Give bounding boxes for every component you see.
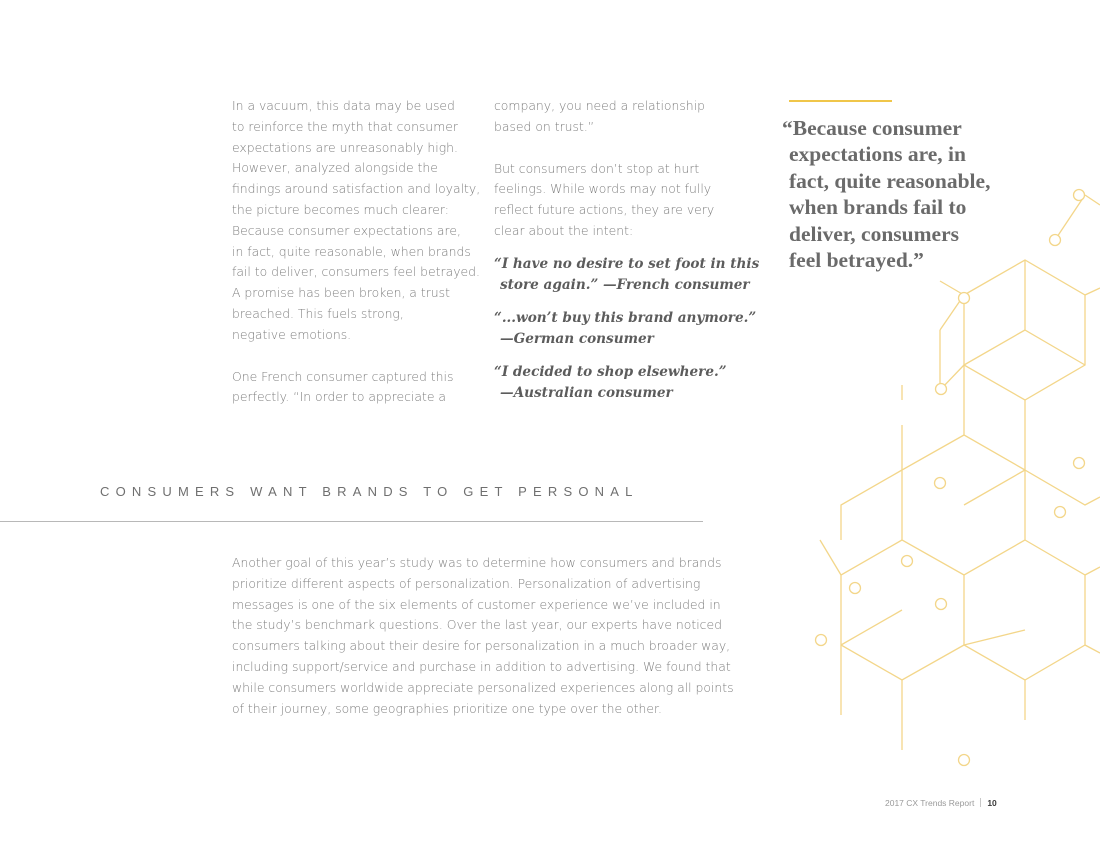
page-footer xyxy=(885,798,997,808)
text-line: prioritize different aspects of personalization. Personalization of advertising xyxy=(232,575,701,591)
footer-separator xyxy=(980,798,981,807)
text-line: the picture becomes much clearer: xyxy=(232,201,449,217)
text-line: In a vacuum, this data may be used xyxy=(232,98,455,113)
text-line: perfectly. “In order to appreciate a xyxy=(232,389,446,405)
quote-line: “...won’t buy this brand anymore.” xyxy=(494,309,757,326)
text-line: of their journey, some geographies prioritize one type over the other. xyxy=(232,700,662,716)
quote-attribution: —German consumer xyxy=(500,330,654,347)
text-line: breached. This fuels strong, xyxy=(232,305,404,321)
text-line: in fact, quite reasonable, when brands xyxy=(232,243,471,259)
text-line: the study’s benchmark questions. Over the last year, our experts have noticed xyxy=(232,617,722,633)
pull-quote-line: expectations are, in xyxy=(789,142,966,167)
text-line: reflect future actions, they are very xyxy=(494,202,715,218)
left-para-1 xyxy=(232,96,482,346)
consumer-quote-german xyxy=(494,308,757,350)
pull-quote-line: “Because consumer xyxy=(782,116,962,140)
quote-attribution: store again.” —French consumer xyxy=(500,276,750,293)
pull-quote-accent-rule xyxy=(789,100,892,102)
text-line: But consumers don’t stop at hurt xyxy=(494,160,700,176)
text-line: while consumers worldwide appreciate personalized experiences along all points xyxy=(232,679,734,695)
report-title: 2017 CX Trends Report xyxy=(885,798,975,808)
text-line: to reinforce the myth that consumer xyxy=(232,118,459,134)
text-line: feelings. While words may not fully xyxy=(494,181,712,197)
middle-column xyxy=(494,96,760,404)
text-line: negative emotions. xyxy=(232,326,352,342)
left-para-2 xyxy=(232,367,482,409)
pull-quote-line: feel betrayed.” xyxy=(789,248,924,273)
quote-attribution: —Australian consumer xyxy=(500,384,673,401)
text-line: consumers talking about their desire for personalization in a much broader way, xyxy=(232,638,731,654)
text-line: based on trust.” xyxy=(494,118,595,134)
consumer-quote-australian xyxy=(494,362,734,404)
consumer-quote-french xyxy=(494,254,760,296)
text-line: fail to deliver, consumers feel betrayed. xyxy=(232,264,480,280)
section-divider xyxy=(0,521,703,522)
text-line: company, you need a relationship xyxy=(494,98,705,113)
pull-quote-line: deliver, consumers xyxy=(789,221,959,246)
hexagon-network-pattern-icon xyxy=(780,160,1100,780)
text-line: However, analyzed alongside the xyxy=(232,160,438,176)
mid-para-1 xyxy=(494,96,734,138)
text-line: One French consumer captured this xyxy=(232,368,454,384)
text-line: clear about the intent: xyxy=(494,222,634,238)
quote-line: “I have no desire to set foot in this xyxy=(494,255,760,272)
text-line: Another goal of this year’s study was to determine how consumers and brands xyxy=(232,555,722,570)
pull-quote-line: when brands fail to xyxy=(789,195,967,220)
body-paragraph xyxy=(232,553,742,719)
text-line: including support/service and purchase in addition to advertising. We found that xyxy=(232,658,731,674)
mid-para-2 xyxy=(494,159,734,242)
text-line: messages is one of the six elements of customer experience we’ve included in xyxy=(232,596,721,612)
text-line: expectations are unreasonably high. xyxy=(232,139,458,155)
quote-line: “I decided to shop elsewhere.” xyxy=(494,363,727,380)
section-heading: CONSUMERS WANT BRANDS TO GET PERSONAL xyxy=(100,484,639,499)
page-number: 10 xyxy=(987,798,997,808)
left-column xyxy=(232,96,482,408)
text-line: findings around satisfaction and loyalty, xyxy=(232,181,481,197)
pull-quote-line: fact, quite reasonable, xyxy=(789,168,991,193)
text-line: A promise has been broken, a trust xyxy=(232,285,450,301)
text-line: Because consumer expectations are, xyxy=(232,222,461,238)
